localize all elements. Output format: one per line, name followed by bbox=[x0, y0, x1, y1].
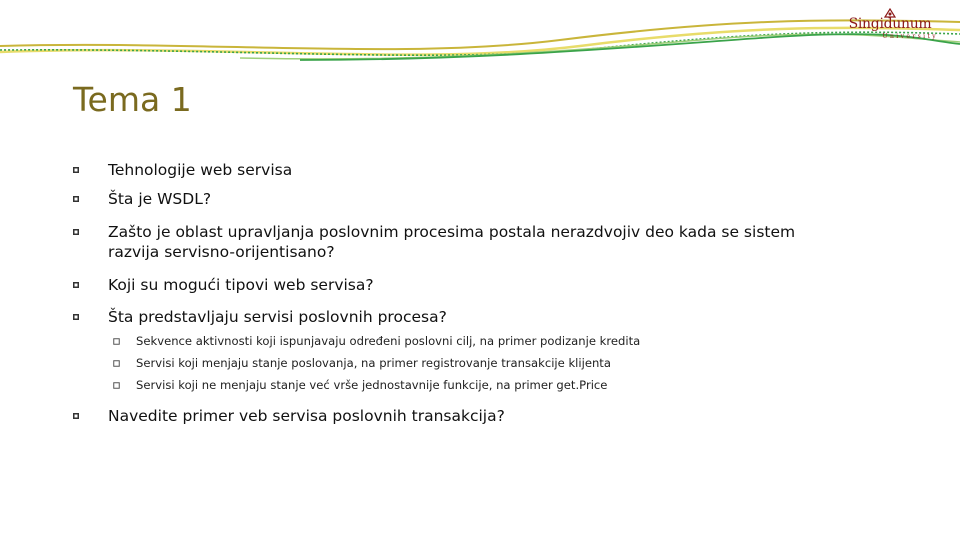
logo-name: Singidunum bbox=[848, 16, 932, 32]
square-bullet-icon bbox=[72, 228, 80, 236]
slide-title: Tema 1 bbox=[73, 80, 192, 119]
bullet-text: Tehnologije web servisa bbox=[108, 161, 293, 179]
square-bullet-icon bbox=[72, 412, 80, 420]
square-outline-bullet-icon bbox=[113, 338, 120, 345]
sub-bullet-text: Sekvence aktivnosti koji ispunjavaju određeni poslovni cilj, na primer podizanje kredita bbox=[136, 334, 641, 348]
square-outline-bullet-icon bbox=[113, 360, 120, 367]
bullet-text: Navedite primer veb servisa poslovnih transakcija? bbox=[108, 407, 505, 425]
bullet-text: Šta je WSDL? bbox=[108, 190, 212, 208]
sub-bullet-text: Servisi koji ne menjaju stanje već vrše jednostavnije funkcije, na primer get.Price bbox=[136, 378, 608, 392]
sub-bullet-text: Servisi koji menjaju stanje poslovanja, na primer registrovanje transakcije klijenta bbox=[136, 356, 611, 370]
square-outline-bullet-icon bbox=[113, 382, 120, 389]
bullet-text: Koji su mogući tipovi web servisa? bbox=[108, 276, 374, 294]
square-bullet-icon bbox=[72, 281, 80, 289]
bullet-text: Šta predstavljaju servisi poslovnih procesa? bbox=[108, 308, 447, 326]
square-bullet-icon bbox=[72, 195, 80, 203]
square-bullet-icon bbox=[72, 166, 80, 174]
square-bullet-icon bbox=[72, 313, 80, 321]
logo-subtitle: University bbox=[882, 33, 938, 40]
bullet-text: Zašto je oblast upravljanja poslovnim procesima postala nerazdvojiv deo kada se sistem razvija servisno-orijentisano? bbox=[108, 223, 796, 261]
